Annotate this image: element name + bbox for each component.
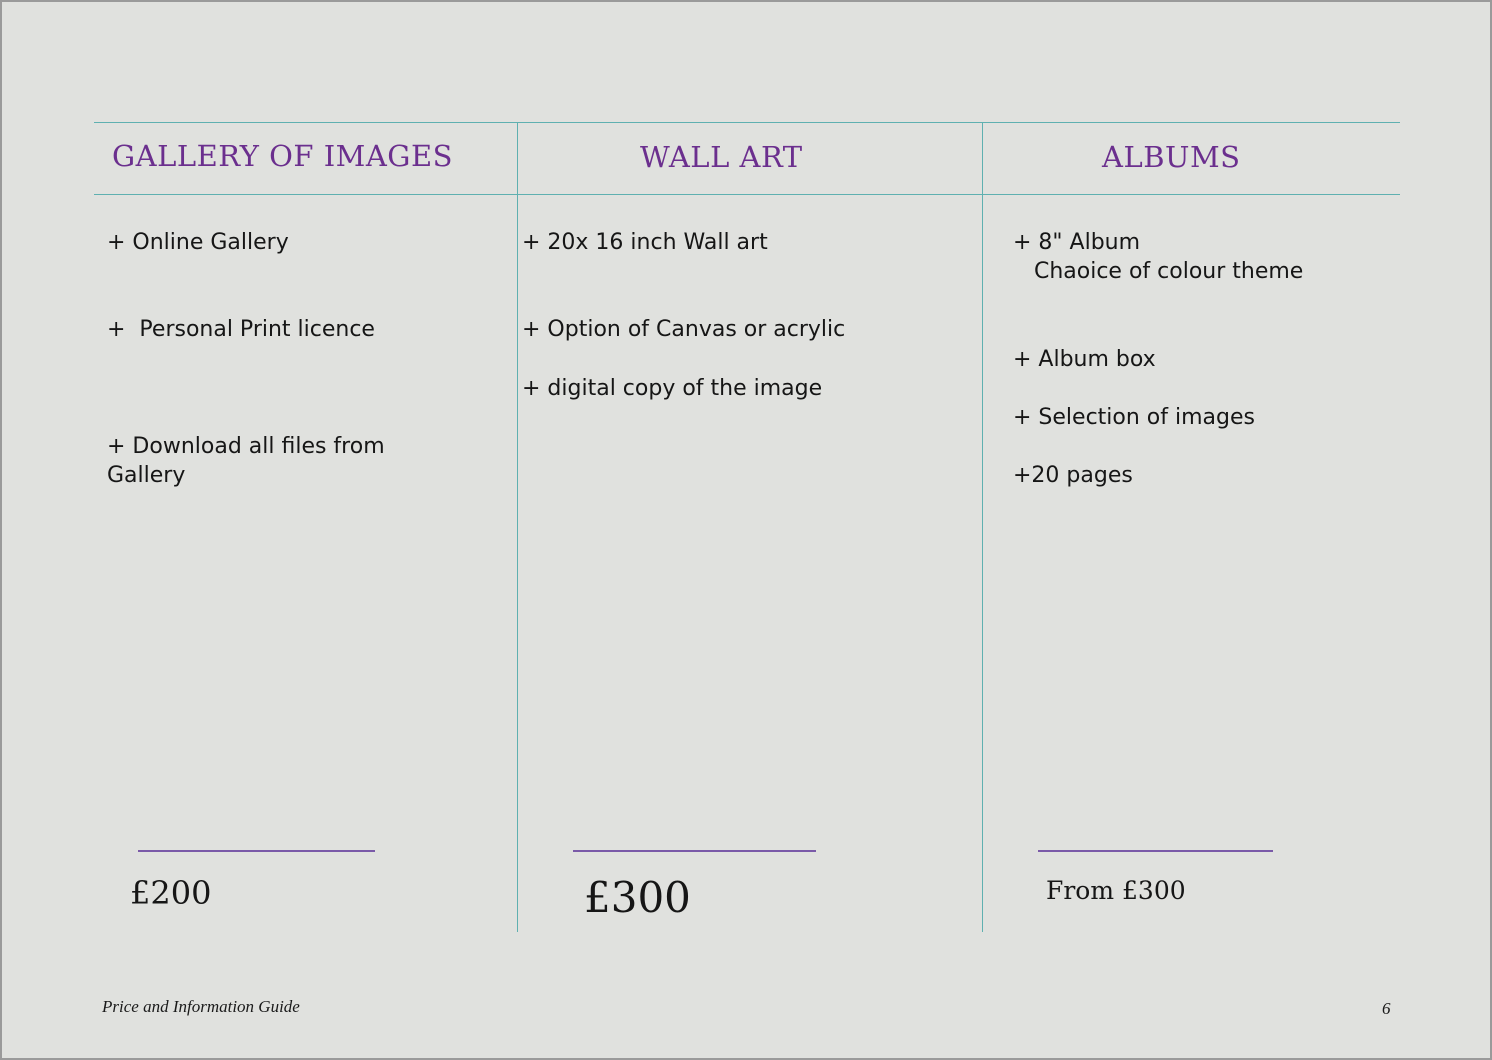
gallery-item-print-licence: + Personal Print licence: [107, 317, 375, 342]
wall-art-price-line: [573, 850, 816, 852]
wall-art-item-size: + 20x 16 inch Wall art: [522, 230, 768, 255]
wall-art-item-digital-copy: + digital copy of the image: [522, 376, 823, 401]
gallery-of-images-title: GALLERY OF IMAGES: [112, 139, 454, 173]
albums-price: From £300: [1046, 876, 1186, 905]
albums-item-pages: +20 pages: [1013, 463, 1133, 488]
wall-art-item-canvas: + Option of Canvas or acrylic: [522, 317, 846, 342]
column-divider-1: [517, 122, 518, 932]
albums-item-album: + 8" Album Chaoice of colour theme: [1013, 230, 1304, 284]
albums-item-selection: + Selection of images: [1013, 405, 1255, 430]
albums-item-box: + Album box: [1013, 347, 1156, 372]
gallery-price: £200: [130, 874, 212, 912]
wall-art-title: WALL ART: [640, 140, 803, 174]
table-top-rule: [94, 122, 1400, 123]
column-divider-2: [982, 122, 983, 932]
wall-art-price: £300: [584, 873, 691, 922]
footer-guide-title: Price and Information Guide: [102, 997, 300, 1016]
gallery-price-line: [138, 850, 375, 852]
albums-price-line: [1038, 850, 1273, 852]
albums-title: ALBUMS: [1102, 140, 1241, 174]
gallery-item-online-gallery: + Online Gallery: [107, 230, 289, 255]
gallery-item-download: + Download all files from Gallery: [107, 434, 385, 488]
footer-page-number: 6: [1382, 999, 1391, 1018]
header-bottom-rule: [94, 194, 1400, 195]
